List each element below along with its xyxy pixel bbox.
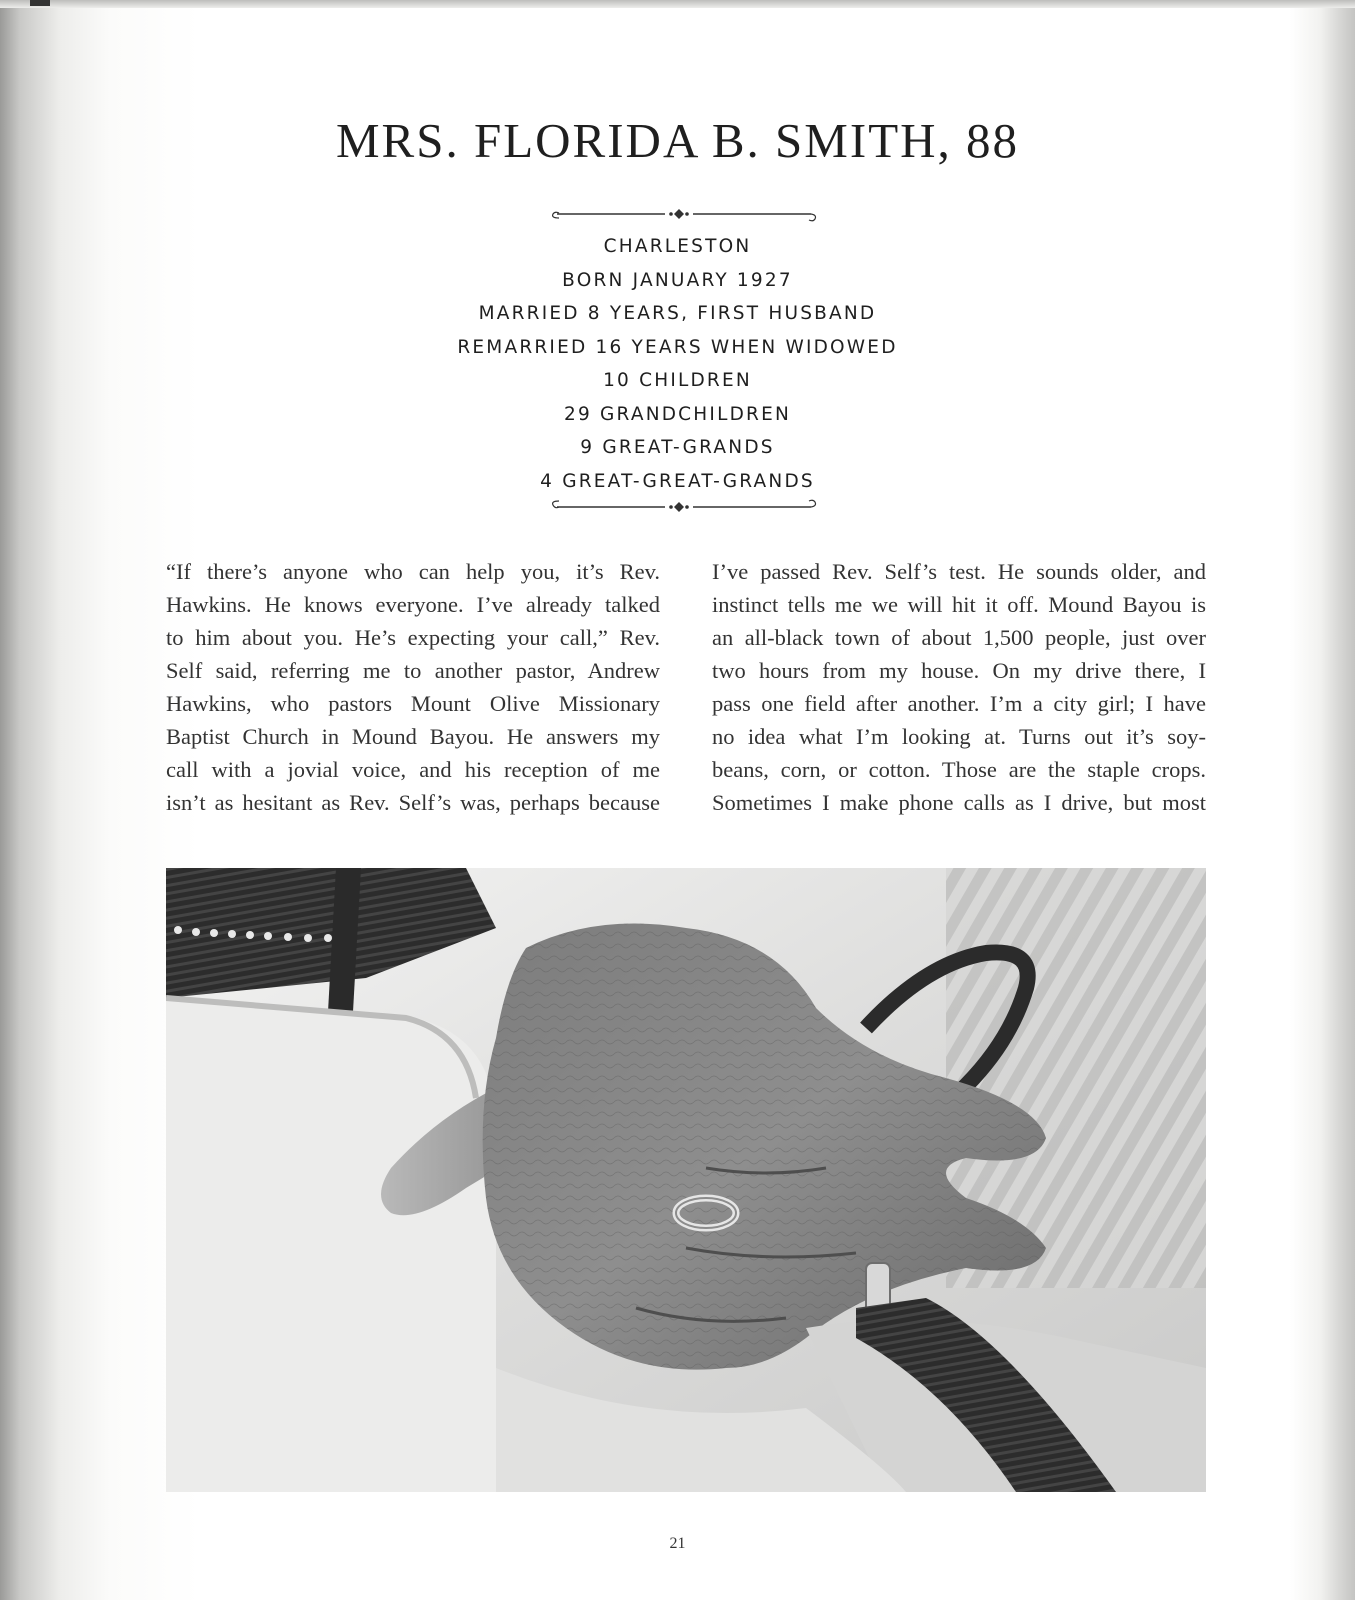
fact-line: 10 CHILDREN xyxy=(603,370,752,391)
text-line: an all-black town of about 1,500 people, just over xyxy=(712,625,1206,650)
text-line: Hawkins, who pastors Mount Olive Missionary xyxy=(166,691,660,716)
photo-hands-with-rings xyxy=(166,868,1206,1492)
fact-line: MARRIED 8 YEARS, FIRST HUSBAND xyxy=(478,303,877,324)
fact-line: 4 GREAT-GREAT-GRANDS xyxy=(540,470,815,492)
text-line: to him about you. He’s expecting your call,” Rev. xyxy=(166,625,660,650)
body-text-right-column xyxy=(712,555,1206,819)
body-text-left-column xyxy=(166,555,660,819)
biographical-facts xyxy=(0,230,1355,498)
fact-line: REMARRIED 16 YEARS WHEN WIDOWED xyxy=(457,336,898,358)
fact-line: 9 GREAT-GRANDS xyxy=(580,437,775,458)
text-line: Self said, referring me to another pastor, Andrew xyxy=(166,658,660,683)
text-line: two hours from my house. On my drive there, I xyxy=(712,658,1206,683)
ornament-divider-bottom xyxy=(545,497,825,521)
text-line: I’ve passed Rev. Self’s test. He sounds older, and xyxy=(712,559,1206,584)
text-line: “If there’s anyone who can help you, it’s Rev. xyxy=(166,559,660,584)
page-title: MRS. FLORIDA B. SMITH, 88 xyxy=(335,113,1020,168)
fact-line: CHARLESTON xyxy=(603,236,752,257)
text-line: Hawkins. He knows everyone. I’ve already talked xyxy=(166,592,660,617)
text-line: pass one field after another. I’m a city girl; I have xyxy=(712,691,1206,716)
text-line: Baptist Church in Mound Bayou. He answers my xyxy=(166,724,660,749)
text-line: instinct tells me we will hit it off. Mound Bayou is xyxy=(712,592,1206,617)
page-number: 21 xyxy=(669,1535,686,1552)
text-line: Sometimes I make phone calls as I drive, but most xyxy=(712,790,1206,815)
photo-illustration xyxy=(166,868,1206,1492)
text-line: no idea what I’m looking at. Turns out it’s soy- xyxy=(712,724,1206,749)
ornament-divider-top xyxy=(545,206,825,230)
text-line: beans, corn, or cotton. Those are the staple crops. xyxy=(712,757,1206,782)
text-line: call with a jovial voice, and his reception of me xyxy=(166,757,660,782)
page-top-edge xyxy=(0,0,1355,8)
binding-mark xyxy=(30,0,50,6)
fact-line: 29 GRANDCHILDREN xyxy=(563,403,792,425)
text-line: isn’t as hesitant as Rev. Self’s was, perhaps because xyxy=(166,790,660,815)
fact-line: BORN JANUARY 1927 xyxy=(562,269,793,291)
